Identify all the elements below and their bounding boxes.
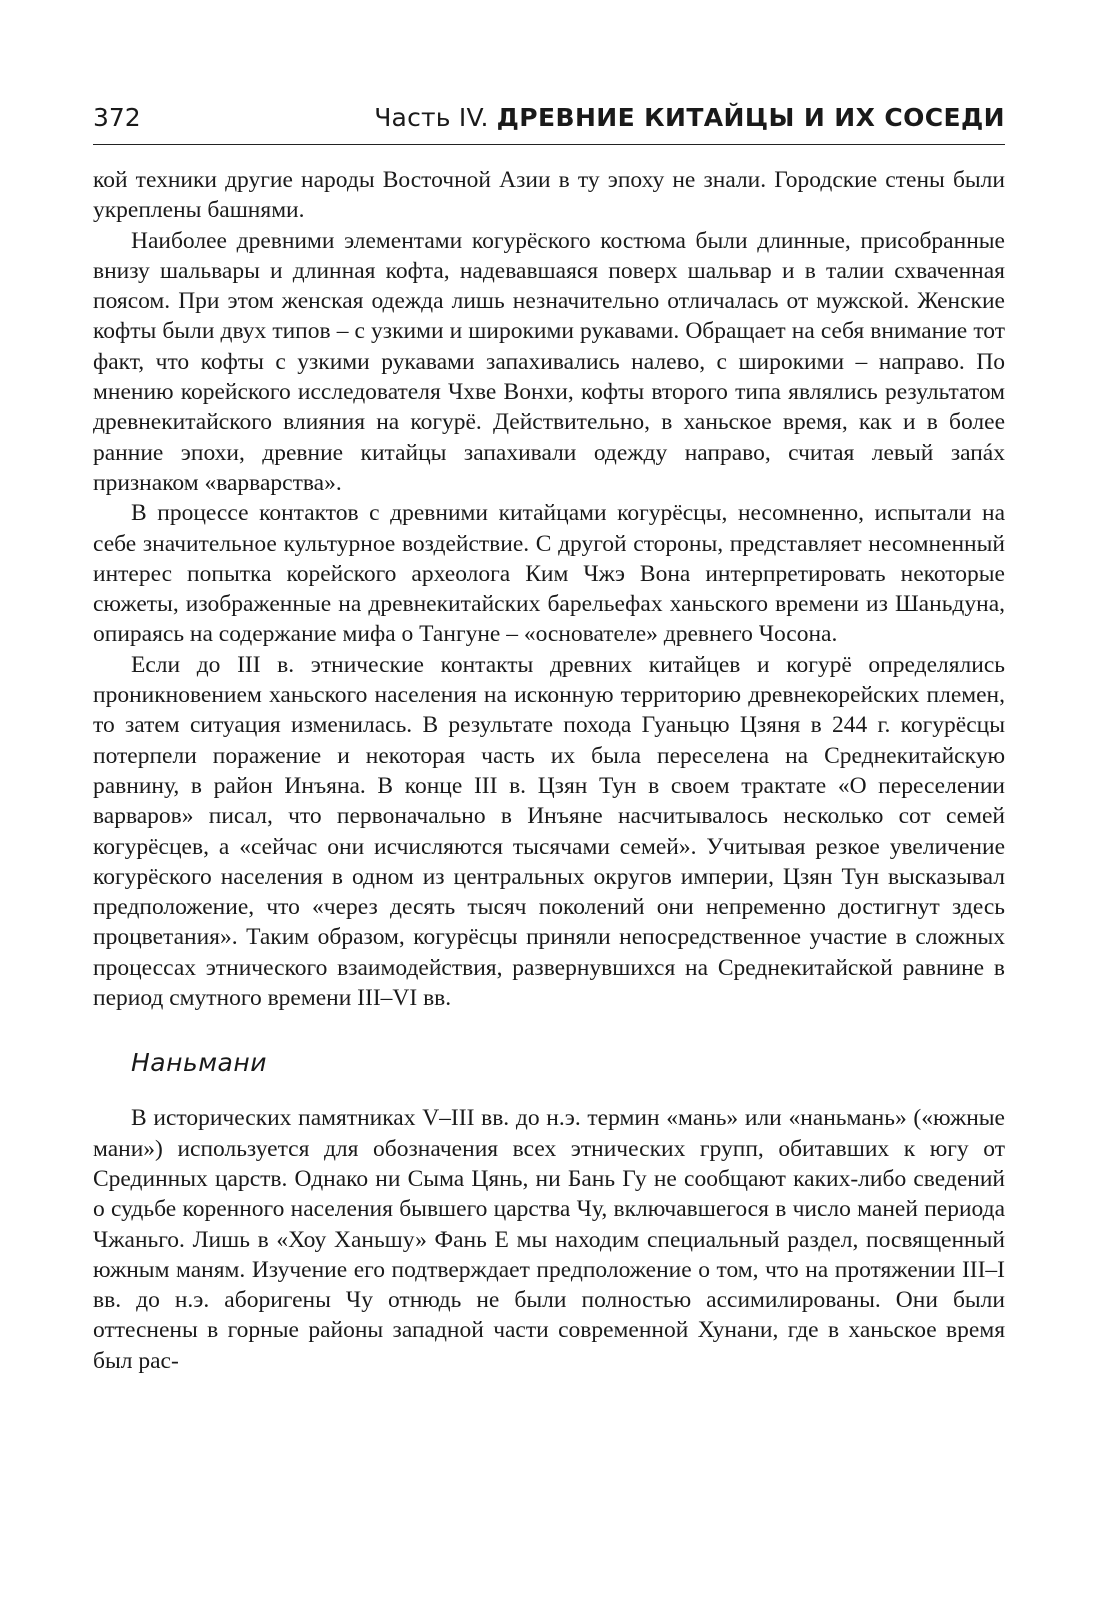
page-number: 372: [93, 103, 141, 132]
paragraph-cultural-contacts: В процессе контактов с древними китайцами когурёсцы, несомненно, испытали на себе значительное культурное воздействие. С другой стороны, представляет несомненный интерес попытка корейского археолога Ким Чжэ Вона интерпретировать некоторые сюжеты, изображенные на древнекитайских барельефах ханьского времени из Шаньдуна, опираясь на содержание мифа о Тангуне – «основателе» древнего Чосона.: [93, 500, 1005, 648]
section-heading: Наньмани: [131, 1048, 267, 1078]
paragraph-costume: Наиболее древними элементами когурёского костюма были длинные, присобранные внизу шальвары и длинная кофта, надевавшаяся поверх шальвар и в талии схваченная поясом. При этом женская одежда лишь незначительно отличалась от мужской. Женские кофты были двух типов – с узкими и широкими рукавами. Обращает на себя внимание тот факт, что кофты с узкими рукавами запахивались налево, с широкими – направо. По мнению корейского исследователя Чхве Вонхи, кофты второго типа являлись результатом древнекитайского влияния на когурё. Действительно, в ханьское время, как и в более ранние эпохи, древние китайцы запахивали одежду направо, считая левый запáх признаком «варварства».: [93, 227, 1005, 496]
body-text: [93, 165, 1005, 1376]
running-head: [93, 96, 1005, 145]
paragraph-resettlement: Если до III в. этнические контакты древних китайцев и когурё определялись проникновением ханьского населения на исконную территорию древнекорейских племен, то затем ситуация изменилась. В результате похода Гуаньцю Цзяня в 244 г. когурёсцы потерпели поражение и некоторая часть их была переселена на Среднекитайскую равнину, в район Инъяна. В конце III в. Цзян Тун в своем трактате «О переселении варваров» писал, что первоначально в Инъяне насчитывалось несколько сот семей когурёсцев, а «сейчас они исчисляются тысячами семей». Учитывая резкое увеличение когурёского населения в одном из центральных округов империи, Цзян Тун высказывал предположение, что «через десять тысяч поколений они непременно достигнут здесь процветания». Таким образом, когурёсцы приняли непосредственное участие в сложных процессах этнического взаимодействия, развернувшихся на Среднекитайской равнине в период смутного времени III–VI вв.: [93, 651, 1005, 1012]
paragraph-nanman: В исторических памятниках V–III вв. до н.э. термин «мань» или «наньмань» («южные мани») используется для обозначения всех этнических групп, обитавших к югу от Срединных царств. Однако ни Сыма Цянь, ни Бань Гу не сообщают каких-либо сведений о судьбе коренного населения бывшего царства Чу, включавшегося в число маней периода Чжаньго. Лишь в «Хоу Ханьшу» Фань Е мы находим специальный раздел, посвященный южным маням. Изучение его подтверждает предположение о том, что на протяжении III–I вв. до н.э. аборигены Чу отнюдь не были полностью ассимилированы. Они были оттеснены в горные районы западной части современной Хунани, где в ханьское время был рас-: [93, 1105, 1005, 1374]
part-label: Часть IV.: [374, 103, 489, 132]
book-page: [93, 96, 1005, 1376]
paragraph-continuation: кой техники другие народы Восточной Азии в ту эпоху не знали. Городские стены были укреплены башнями.: [93, 167, 1005, 224]
part-title: ДРЕВНИЕ КИТАЙЦЫ И ИХ СОСЕДИ: [496, 103, 1005, 132]
running-title: [374, 96, 1005, 140]
